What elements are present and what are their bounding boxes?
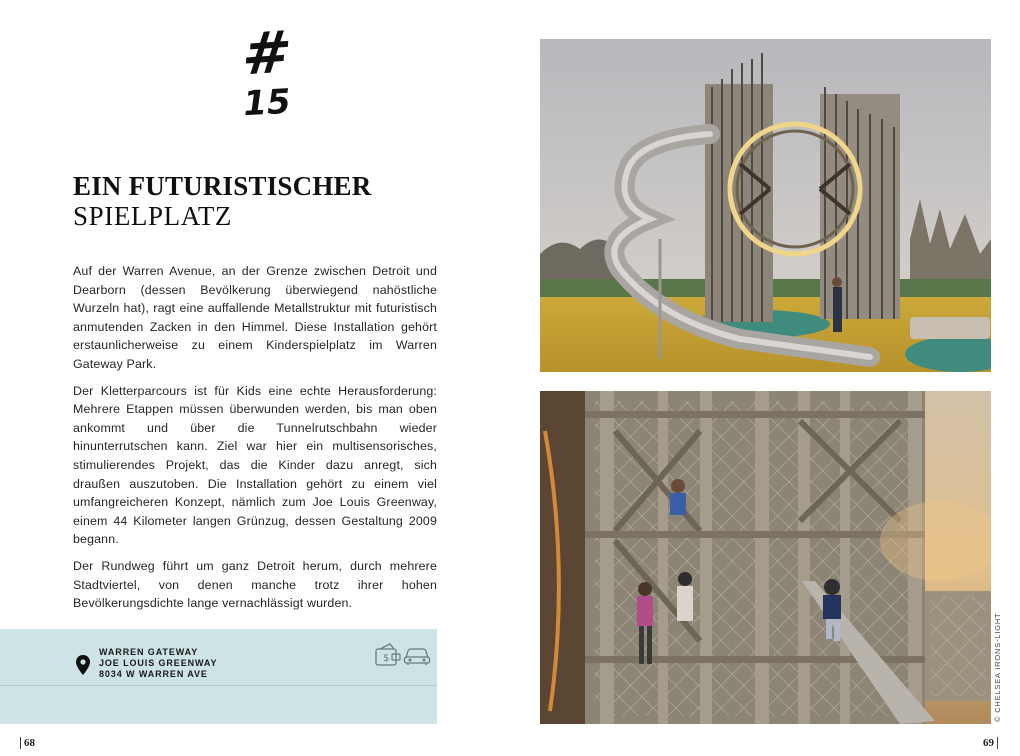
chapter-number-value: 15 (242, 81, 292, 125)
paragraph-2: Der Kletterparcours ist für Kids eine echte Herausforderung: Mehrere Etappen müssen überwunden werden, bis man oben ankommt und über die Tunnelrutschbahn wieder hinunterrutschen kann. Ziel war hier ein multisensorisches, stimulierendes Projekt, das die Kinder dazu anregt, sich draußen auszutoben. Die Installation gehört zu einem viel umfangreicheren Konzept, nämlich zum Joe Louis Greenway, einem 44 Kilometer langen Grünzug, dessen Gestaltung 2009 begann. (73, 383, 437, 547)
address (99, 647, 217, 680)
address-line-2: JOE LOUIS GREENWAY (99, 658, 218, 668)
chapter-hash: # (240, 17, 294, 89)
article-body (73, 262, 437, 621)
svg-text:$: $ (383, 653, 390, 664)
page-number-right: 69 (983, 737, 998, 749)
playground-slide-tower-photo (540, 39, 991, 372)
money-icon (375, 643, 401, 667)
paragraph-1: Auf der Warren Avenue, an der Grenze zwischen Detroit und Dearborn (dessen Bevölkerung überwiegend nahöstliche Wurzeln hat), ragt eine auffallende Metallstruktur mit futuristisch anmutenden Zacken in den Himmel. Diese Installation gehört erstaunlicherweise zu einem Kinderspielplatz im Warren Gateway Park. (73, 264, 437, 371)
paragraph-3: Der Rundweg führt um ganz Detroit herum, durch mehrere Stadtviertel, von denen manche trotz ihrer hohen Bevölkerungsdichte lange vernachlässigt wurden. (73, 558, 437, 611)
info-box-divider (0, 685, 437, 686)
title-line-2: SPIELPLATZ (73, 201, 233, 231)
title-line-1: EIN FUTURISTISCHER (73, 171, 372, 201)
address-line-1: WARREN GATEWAY (99, 647, 199, 657)
page-number-left: 68 (20, 737, 35, 749)
chapter-number (232, 17, 302, 125)
children-climbing-net-tower-photo (540, 391, 991, 724)
map-pin-icon (76, 655, 90, 675)
car-icon (403, 646, 431, 666)
photo-credit: © CHELSEA IRONS-LIGHT (993, 612, 1002, 722)
info-box (0, 629, 437, 724)
page-title (73, 171, 453, 231)
address-line-3: 8034 W WARREN AVE (99, 669, 208, 679)
